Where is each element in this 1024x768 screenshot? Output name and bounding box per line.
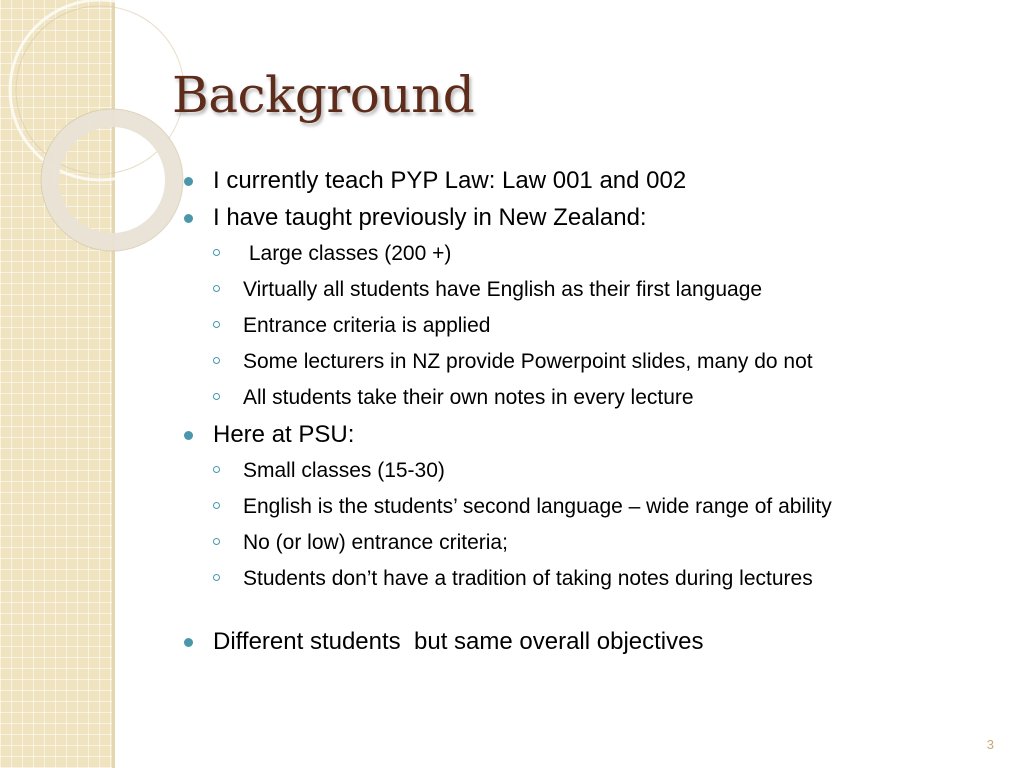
bullet-list — [182, 162, 1002, 660]
sub-bullet-ring-icon — [213, 538, 220, 545]
sub-bullet-text: Some lecturers in NZ provide Powerpoint slides, many do not — [243, 350, 813, 373]
sub-bullet-ring-icon — [213, 502, 220, 509]
bullet-item — [182, 199, 1002, 236]
slide-number: 3 — [986, 737, 994, 752]
bullet-dot-icon — [184, 431, 193, 440]
sub-bullet-item — [182, 236, 1002, 272]
bullet-item — [182, 623, 1002, 660]
sub-bullet-item — [182, 272, 1002, 308]
sub-bullet-item — [182, 489, 1002, 525]
sub-bullet-item — [182, 380, 1002, 416]
sub-bullet-ring-icon — [213, 574, 220, 581]
sub-bullet-text: English is the students’ second language – wide range of ability — [243, 495, 832, 518]
decorative-rings — [0, 0, 200, 300]
bullet-item — [182, 162, 1002, 199]
sub-bullet-text: Large classes (200 +) — [243, 242, 452, 265]
bullet-text: Here at PSU: — [213, 421, 355, 448]
bullet-text: I have taught previously in New Zealand: — [213, 204, 647, 231]
bullet-dot-icon — [184, 214, 193, 223]
sub-bullet-text: No (or low) entrance criteria; — [243, 531, 508, 554]
sub-bullet-text: Students don’t have a tradition of taking notes during lectures — [243, 567, 813, 590]
bullet-dot-icon — [184, 638, 193, 647]
bullet-text: Different students but same overall objectives — [213, 628, 704, 655]
sub-bullet-text: All students take their own notes in every lecture — [243, 386, 694, 409]
bullet-item — [182, 416, 1002, 453]
sub-bullet-item — [182, 453, 1002, 489]
bullet-spacer — [182, 597, 1002, 623]
sub-bullet-item — [182, 308, 1002, 344]
sub-bullet-text: Small classes (15-30) — [243, 459, 445, 482]
sub-bullet-text: Virtually all students have English as their first language — [243, 278, 763, 301]
sub-bullet-ring-icon — [213, 357, 220, 364]
sub-bullet-text: Entrance criteria is applied — [243, 314, 491, 337]
sub-bullet-ring-icon — [213, 249, 220, 256]
sub-bullet-ring-icon — [213, 393, 220, 400]
bullet-dot-icon — [184, 177, 193, 186]
sub-bullet-item — [182, 344, 1002, 380]
sub-bullet-ring-icon — [213, 466, 220, 473]
sub-bullet-ring-icon — [213, 285, 220, 292]
bullet-text: I currently teach PYP Law: Law 001 and 002 — [213, 167, 687, 194]
slide-title: Background — [172, 66, 475, 124]
sub-bullet-ring-icon — [213, 321, 220, 328]
sub-bullet-item — [182, 561, 1002, 597]
sub-bullet-item — [182, 525, 1002, 561]
